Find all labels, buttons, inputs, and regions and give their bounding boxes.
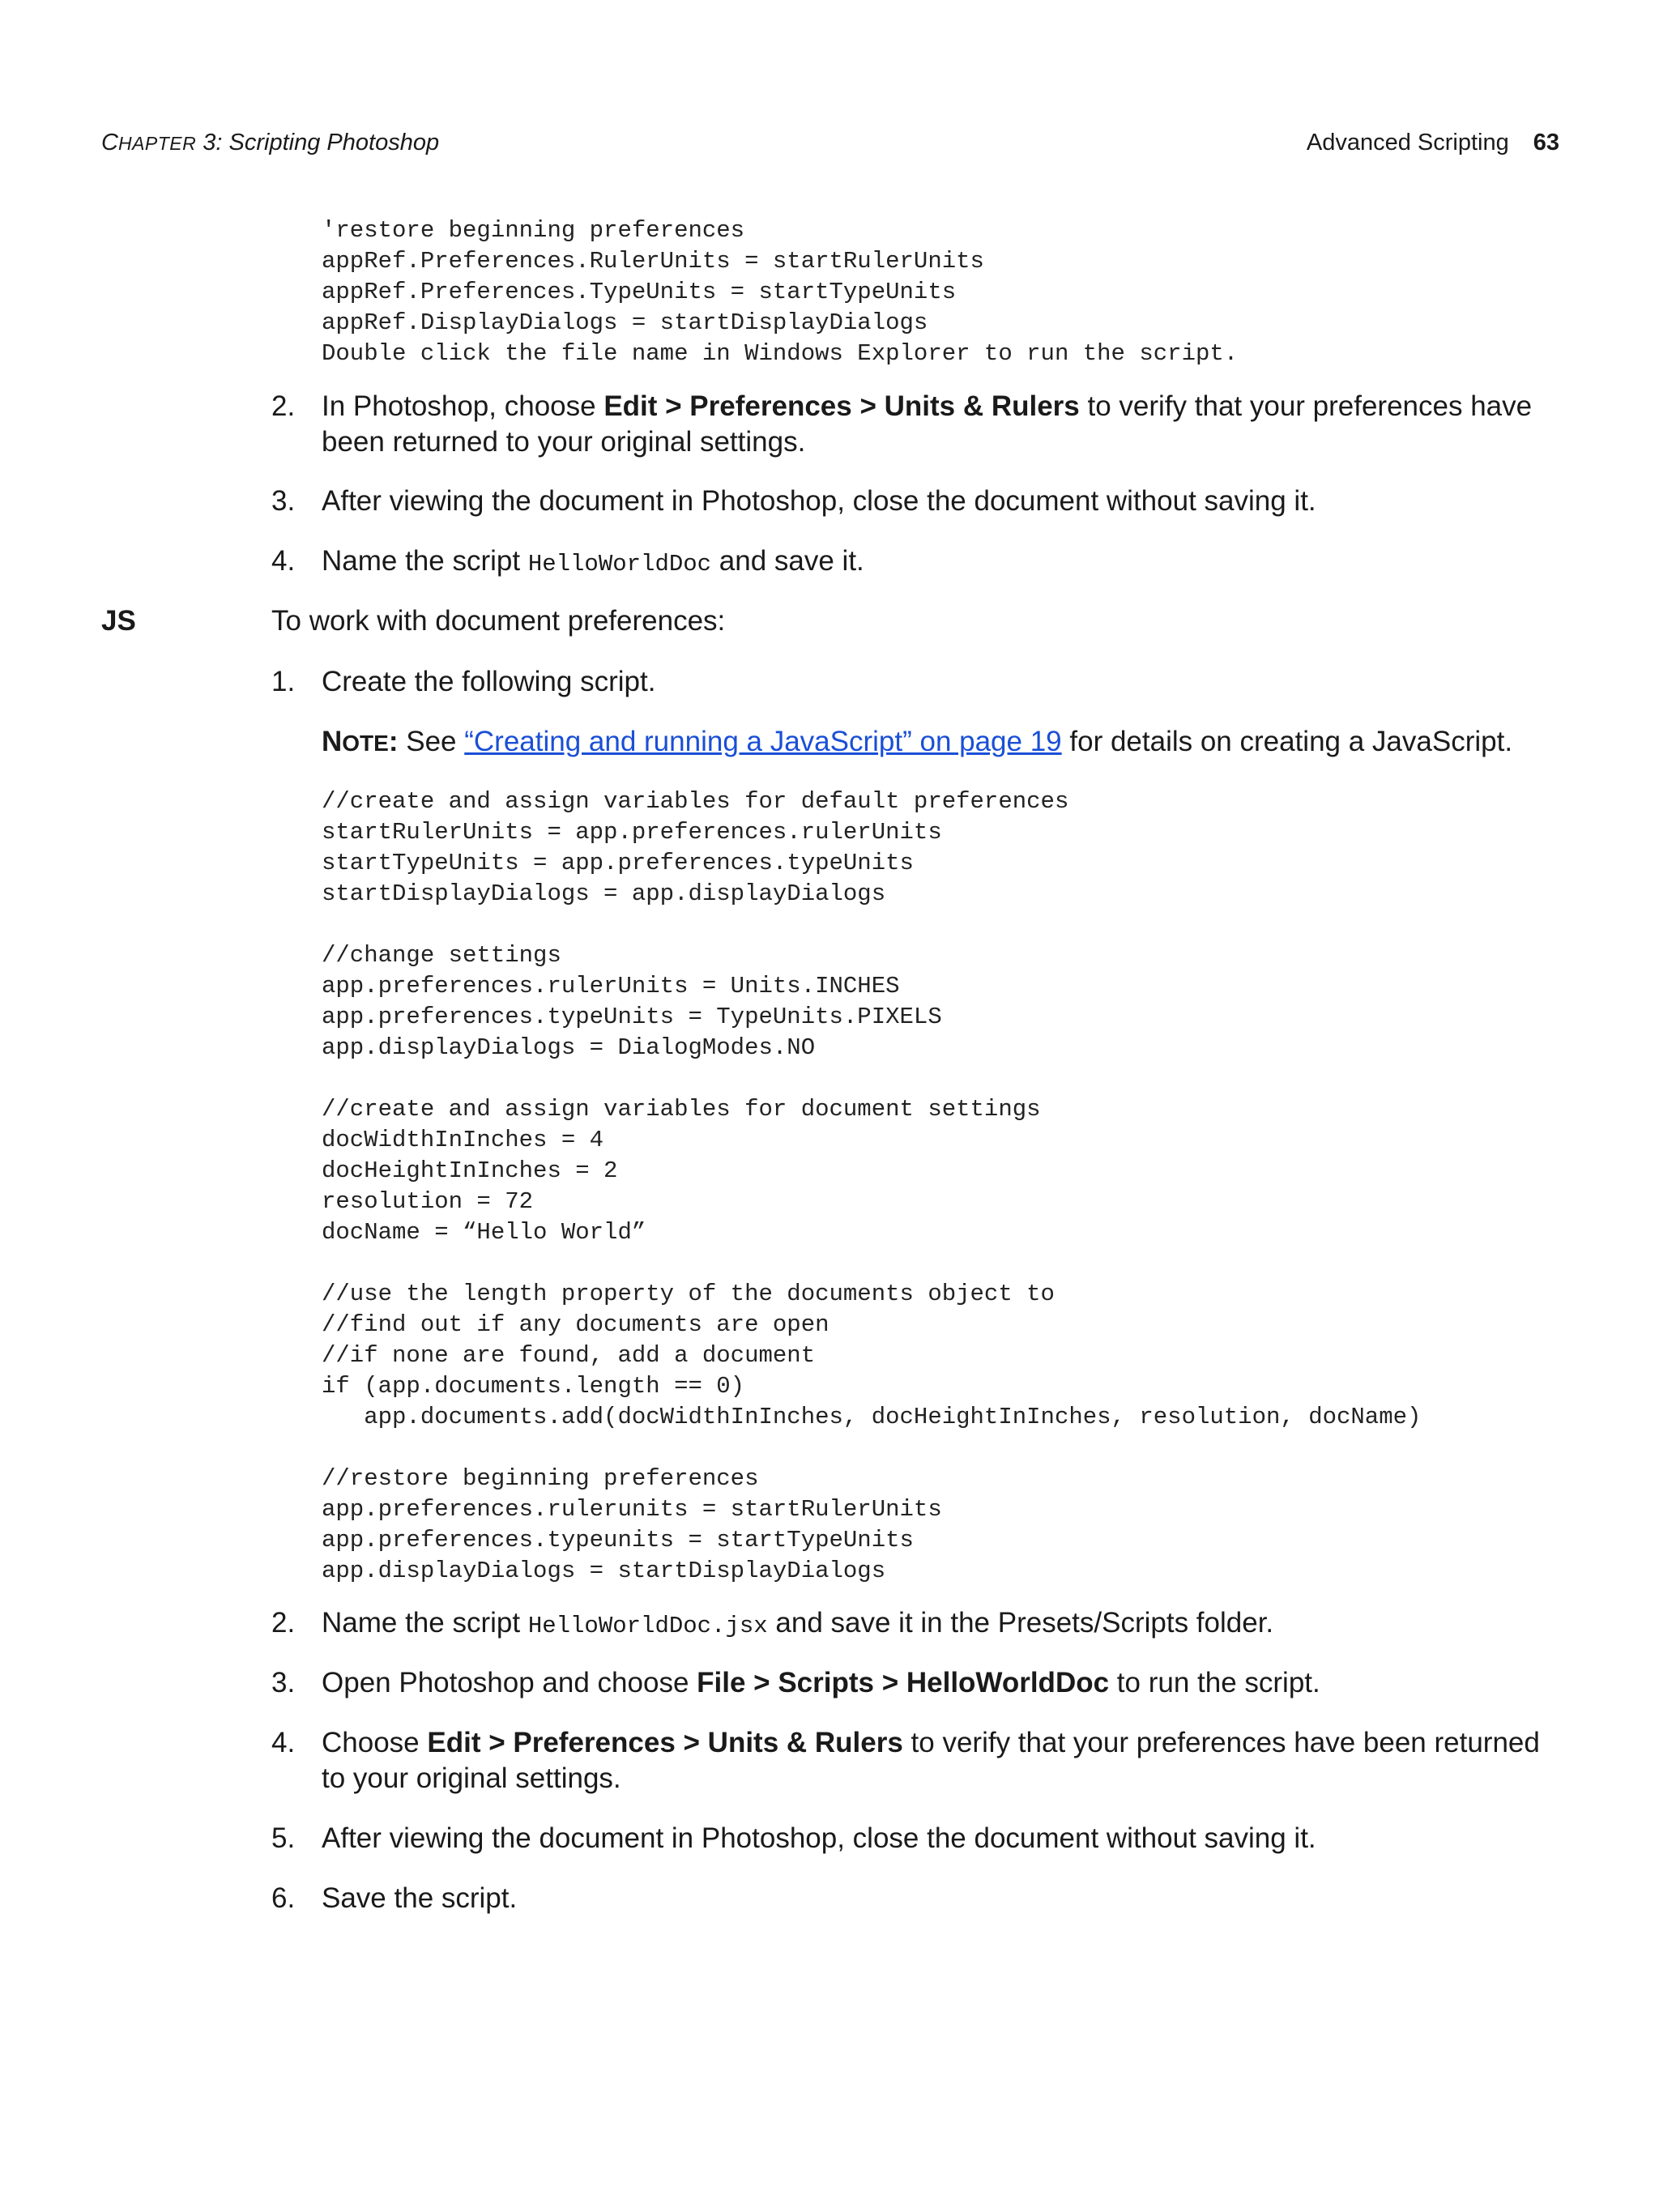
- js-intro: To work with document preferences:: [271, 605, 726, 637]
- js-step-2-number: 2.: [271, 1607, 296, 1639]
- vb-step-2-menu-path: Edit > Preferences > Units & Rulers: [603, 390, 1080, 422]
- vb-step-4-text: Name the script: [322, 545, 528, 577]
- js-step-6: Save the script.: [322, 1882, 518, 1914]
- note: [322, 724, 1569, 761]
- js-step-3-number: 3.: [271, 1667, 296, 1698]
- js-code-block: //create and assign variables for default preferences startRulerUnits = app.preferences.rulerUnits startTypeUnits = app.preferences.typeUnits startDisplayDialogs = app.displayDialogs //change settings app.preferences.rulerUnits = Units.INCHES app.preferences.typeUnits = TypeUnits.PIXELS app.displayDialogs = DialogModes.NO //create and assign variables for document settings docWidthInInches = 4 docHeightInInches = 2 resolution = 72 docName = “Hello World” //use the length property of the documents object to //find out if any documents are open //if none are found, add a document if (app.documents.length == 0) app.documents.add(docWidthInInches, docHeightInInches, resolution, docName) //restore beginning preferences app.preferences.rulerunits = startRulerUnits app.preferences.typeunits = startTypeUnits app.displayDialogs = startDisplayDialogs: [322, 788, 1422, 1584]
- js-step-4-menu-path: Edit > Preferences > Units & Rulers: [427, 1727, 903, 1758]
- js-step-3: [322, 1665, 1569, 1701]
- vb-step-3-number: 3.: [271, 485, 296, 517]
- note-lead-colon: :: [388, 726, 399, 757]
- js-step-1-number: 1.: [271, 666, 296, 697]
- js-step-4-text-end: to verify that your preferences have been returned to your original settings.: [322, 1727, 1540, 1794]
- vb-step-3: After viewing the document in Photoshop, close the document without saving it.: [322, 485, 1316, 517]
- note-lead-smallcaps: OTE: [342, 731, 389, 756]
- js-step-4: [322, 1725, 1569, 1796]
- vb-code-block: 'restore beginning preferences appRef.Preferences.RulerUnits = startRulerUnits appRef.Preferences.TypeUnits = startTypeUnits appRef.DisplayDialogs = startDisplayDialogs Double click the file name in Windows Explorer to run the script.: [322, 217, 1239, 367]
- js-step-6-number: 6.: [271, 1882, 296, 1914]
- js-step-5: After viewing the document in Photoshop, close the document without saving it.: [322, 1822, 1316, 1854]
- vb-step-2-number: 2.: [271, 390, 296, 422]
- chapter-title: 3: Scripting Photoshop: [196, 130, 440, 156]
- js-step-3-text-end: to run the script.: [1109, 1667, 1320, 1698]
- js-step-3-menu-path: File > Scripts > HelloWorldDoc: [697, 1667, 1110, 1698]
- js-step-1: Create the following script.: [322, 666, 656, 697]
- vb-step-4: [322, 543, 1569, 582]
- js-step-5-number: 5.: [271, 1822, 296, 1854]
- js-step-2-text: Name the script: [322, 1607, 528, 1639]
- js-step-4-number: 4.: [271, 1727, 296, 1758]
- js-step-4-text: Choose: [322, 1727, 428, 1758]
- note-lead-initial: N: [322, 726, 343, 757]
- note-lead: [322, 726, 399, 757]
- js-step-2: [322, 1605, 1569, 1644]
- cross-reference-link[interactable]: “Creating and running a JavaScript” on page 19: [464, 726, 1062, 757]
- vb-step-4-text-end: and save it.: [711, 545, 864, 577]
- running-header-chapter: [101, 130, 439, 156]
- section-title: Advanced Scripting: [1306, 130, 1509, 156]
- vb-step-4-number: 4.: [271, 545, 296, 577]
- running-header-section: [1307, 130, 1559, 156]
- js-step-2-script-name: HelloWorldDoc.jsx: [527, 1613, 768, 1639]
- js-section-label: JS: [101, 605, 136, 637]
- note-text: See: [398, 726, 465, 757]
- vb-step-2: [322, 389, 1569, 460]
- js-step-2-text-end: and save it in the Presets/Scripts folder.: [767, 1607, 1274, 1639]
- chapter-smallcaps: HAPTER: [117, 133, 197, 154]
- page-number: 63: [1533, 130, 1559, 156]
- vb-step-4-script-name: HelloWorldDoc: [527, 551, 712, 578]
- vb-step-2-text: In Photoshop, choose: [322, 390, 604, 422]
- chapter-prefix: C: [101, 130, 118, 156]
- js-step-3-text: Open Photoshop and choose: [322, 1667, 697, 1698]
- vb-step-2-text-end: to verify that your preferences have been returned to your original settings.: [322, 390, 1533, 458]
- note-text-end: for details on creating a JavaScript.: [1061, 726, 1513, 757]
